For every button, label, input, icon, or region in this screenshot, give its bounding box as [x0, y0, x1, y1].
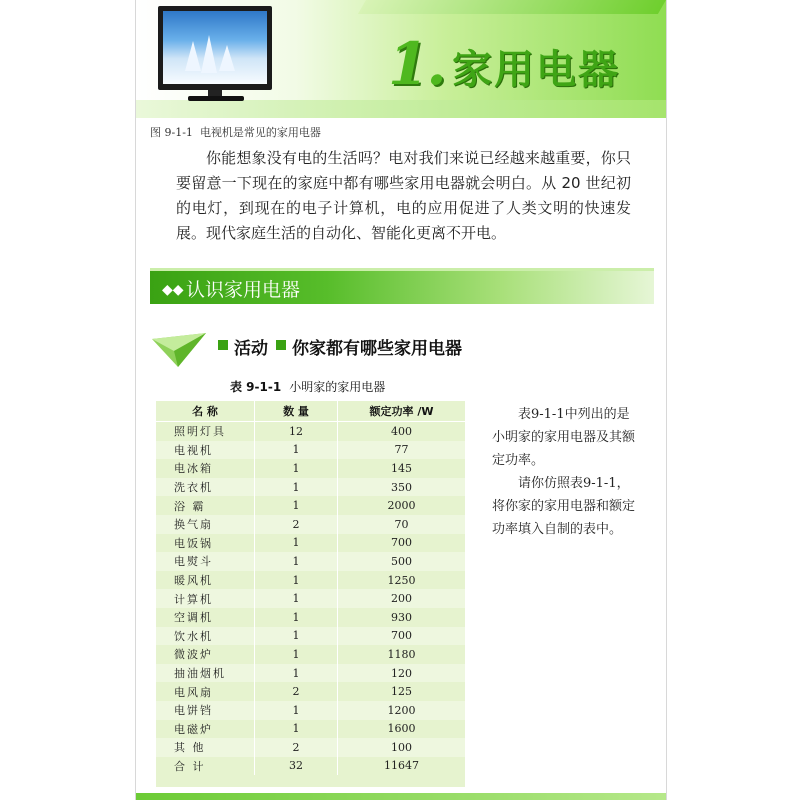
table-row [156, 664, 465, 683]
table-row [156, 701, 465, 720]
table-row [156, 534, 465, 553]
figure-label: 图 9-1-1 [150, 126, 193, 139]
table-row [156, 571, 465, 590]
cell-rated-power: 700 [338, 627, 466, 646]
banner-accent-stripe [358, 0, 666, 14]
figure-caption [150, 124, 321, 140]
table-header-row [156, 401, 465, 422]
cell-name: 电饼铛 [156, 701, 255, 720]
cell-name: 电冰箱 [156, 459, 255, 478]
table-title: 小明家的家用电器 [289, 380, 386, 394]
cell-name: 电熨斗 [156, 552, 255, 571]
activity-marker-square [218, 340, 228, 350]
table-row [156, 720, 465, 739]
cell-name: 暖风机 [156, 571, 255, 590]
figure-caption-text: 电视机是常见的家用电器 [199, 126, 321, 139]
table-row [156, 552, 465, 571]
table-row [156, 757, 465, 776]
cell-quantity: 1 [255, 645, 338, 664]
tv-illustration [158, 6, 278, 102]
cell-rated-power: 100 [338, 738, 466, 757]
cell-name: 电饭锅 [156, 534, 255, 553]
cell-quantity: 1 [255, 589, 338, 608]
cell-quantity: 1 [255, 496, 338, 515]
cell-quantity: 1 [255, 701, 338, 720]
cell-name: 照明灯具 [156, 422, 255, 441]
table-row [156, 496, 465, 515]
textbook-page [135, 0, 667, 800]
tv-stand-base [188, 96, 244, 101]
table-row [156, 478, 465, 497]
banner-bottom-stripe [136, 100, 666, 118]
snow-tree-shape [185, 41, 201, 71]
snow-tree-shape [201, 35, 217, 73]
activity-label: 活动 [234, 339, 268, 359]
cell-name: 其 他 [156, 738, 255, 757]
cell-quantity: 1 [255, 627, 338, 646]
snow-tree-shape [219, 45, 235, 71]
table-body [156, 422, 465, 776]
cell-quantity: 1 [255, 571, 338, 590]
activity-prompt: 你家都有哪些家用电器 [292, 339, 462, 359]
table-row [156, 627, 465, 646]
cell-quantity: 2 [255, 515, 338, 534]
cell-name: 抽油烟机 [156, 664, 255, 683]
table-row [156, 645, 465, 664]
cell-rated-power: 120 [338, 664, 466, 683]
cell-rated-power: 1250 [338, 571, 466, 590]
chapter-title: 家用电器 [452, 47, 620, 93]
cell-quantity: 1 [255, 478, 338, 497]
cell-quantity: 1 [255, 441, 338, 460]
side-note-paragraph: 请你仿照表9-1-1，将你家的家用电器和额定功率填入自制的表中。 [492, 476, 636, 537]
cell-name: 计算机 [156, 589, 255, 608]
cell-rated-power: 1600 [338, 720, 466, 739]
cell-rated-power: 200 [338, 589, 466, 608]
header-rated-power: 额定功率 /W [338, 401, 466, 422]
side-note-paragraph: 表9-1-1中列出的是小明家的家用电器及其额定功率。 [492, 407, 636, 468]
cell-rated-power: 2000 [338, 496, 466, 515]
cell-name: 微波炉 [156, 645, 255, 664]
section-band-highlight [150, 268, 654, 271]
tv-screen [163, 11, 267, 84]
cell-rated-power: 700 [338, 534, 466, 553]
header-quantity: 数 量 [255, 401, 338, 422]
cell-name: 电磁炉 [156, 720, 255, 739]
cell-rated-power: 1180 [338, 645, 466, 664]
cell-rated-power: 350 [338, 478, 466, 497]
table-caption [230, 378, 385, 395]
intro-paragraph: 你能想象没有电的生活吗？电对我们来说已经越来越重要，你只要留意一下现在的家庭中都有哪些家用电器就会明白。从 20 世纪初的电灯，到现在的电子计算机，电的应用促进了人类文明的快速发展。现代家庭生活的自动化、智能化更离不开电。 [176, 149, 631, 242]
cell-rated-power: 1200 [338, 701, 466, 720]
cell-rated-power: 70 [338, 515, 466, 534]
table-label: 表 9-1-1 [230, 380, 282, 394]
cell-name: 换气扇 [156, 515, 255, 534]
cell-name: 饮水机 [156, 627, 255, 646]
section-title: 认识家用电器 [186, 279, 301, 301]
cell-quantity: 2 [255, 738, 338, 757]
chapter-number: 1. [388, 30, 445, 98]
table-row [156, 441, 465, 460]
cell-rated-power: 145 [338, 459, 466, 478]
table-row [156, 682, 465, 701]
table-row [156, 515, 465, 534]
cell-rated-power: 125 [338, 682, 466, 701]
cell-name: 空调机 [156, 608, 255, 627]
appliance-table-container [156, 401, 465, 787]
cell-name: 洗衣机 [156, 478, 255, 497]
cell-quantity: 1 [255, 459, 338, 478]
cell-rated-power: 400 [338, 422, 466, 441]
cell-rated-power: 930 [338, 608, 466, 627]
cell-rated-power: 77 [338, 441, 466, 460]
bottom-decor-bar [136, 793, 666, 800]
side-note [492, 403, 640, 541]
appliance-table [156, 401, 465, 775]
header-banner [136, 0, 666, 118]
table-row [156, 422, 465, 441]
cell-quantity: 32 [255, 757, 338, 776]
cell-quantity: 1 [255, 608, 338, 627]
table-row [156, 459, 465, 478]
diamond-icon: ◆◆ [162, 282, 184, 298]
cell-quantity: 1 [255, 664, 338, 683]
header-name: 名 称 [156, 401, 255, 422]
cell-quantity: 1 [255, 720, 338, 739]
cell-name: 浴 霸 [156, 496, 255, 515]
tv-frame [158, 6, 272, 90]
cell-quantity: 12 [255, 422, 338, 441]
table-row [156, 589, 465, 608]
cell-rated-power: 11647 [338, 757, 466, 776]
cell-name: 合 计 [156, 757, 255, 776]
paper-plane-icon [150, 331, 208, 371]
cell-quantity: 1 [255, 552, 338, 571]
cell-quantity: 1 [255, 534, 338, 553]
cell-quantity: 2 [255, 682, 338, 701]
cell-rated-power: 500 [338, 552, 466, 571]
activity-marker-square [276, 340, 286, 350]
cell-name: 电风扇 [156, 682, 255, 701]
table-row [156, 738, 465, 757]
cell-name: 电视机 [156, 441, 255, 460]
table-row [156, 608, 465, 627]
